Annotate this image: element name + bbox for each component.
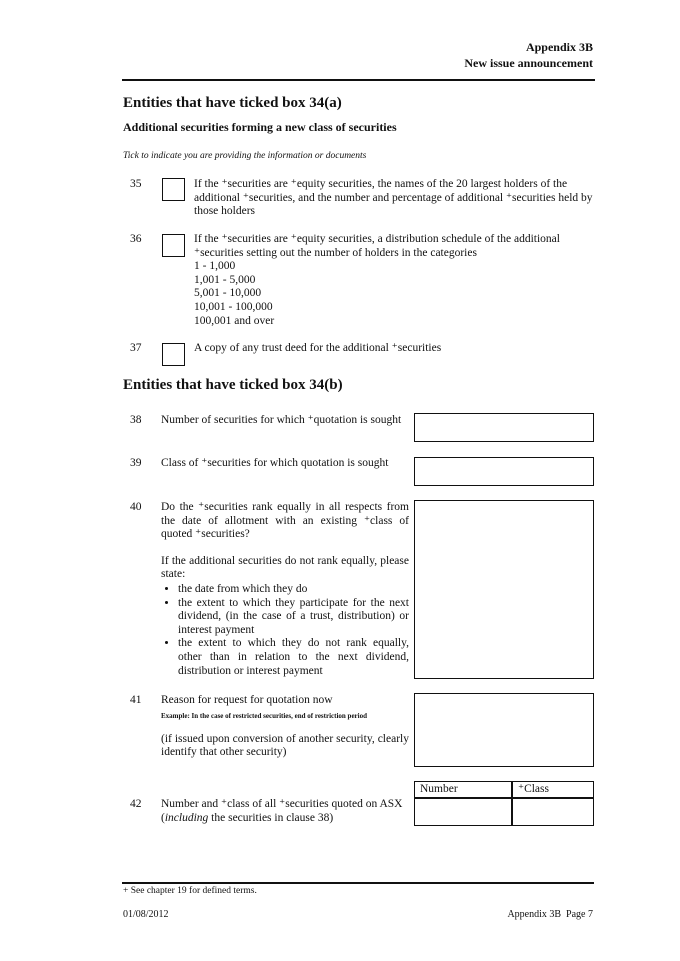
item-35-text bbox=[194, 178, 593, 219]
q39-input[interactable] bbox=[414, 457, 594, 486]
tick-instruction: Tick to indicate you are providing the information or documents bbox=[123, 151, 367, 161]
q39-label: Class of ⁺securities for which quotation is sought bbox=[161, 457, 389, 469]
item-number: 42 bbox=[130, 798, 142, 810]
q41-example: Example: In the case of restricted securities, end of restriction period bbox=[161, 711, 368, 720]
q40-bullets bbox=[161, 583, 409, 678]
category-line: 10,001 - 100,000 bbox=[194, 300, 273, 313]
footer-note: + See chapter 19 for defined terms. bbox=[123, 886, 257, 896]
item-number: 40 bbox=[130, 501, 142, 513]
bullet-item: • the date from which they do bbox=[178, 583, 409, 597]
category-line: 5,001 - 10,000 bbox=[194, 287, 262, 300]
text-line: If the ⁺securities are ⁺equity securities, the names of the 20 largest holders of the bbox=[194, 178, 568, 190]
col-header-class: ⁺Class bbox=[518, 783, 549, 795]
section-a-subtitle: Additional securities forming a new class of securities bbox=[123, 120, 397, 134]
item-number: 39 bbox=[130, 457, 142, 469]
q40-text bbox=[161, 501, 409, 678]
text-line: those holders bbox=[194, 205, 256, 218]
checkbox-36[interactable] bbox=[162, 234, 185, 257]
category-line: 100,001 and over bbox=[194, 314, 275, 327]
footer-rule bbox=[122, 882, 594, 884]
q42-subtext-rest: the securities in clause 38) bbox=[208, 811, 334, 824]
item-number: 41 bbox=[130, 694, 142, 706]
emphasis: including bbox=[164, 811, 209, 824]
q40-question: Do the ⁺securities rank equally in all respects from the date of allotment with an existing ⁺class of quoted ⁺securities? bbox=[161, 501, 409, 541]
section-a-title: Entities that have ticked box 34(a) bbox=[123, 95, 342, 111]
q42-subtext bbox=[161, 812, 409, 826]
q38-label: Number of securities for which ⁺quotation is sought bbox=[161, 414, 402, 426]
q38-input[interactable] bbox=[414, 413, 594, 442]
text-line: additional ⁺securities, and the number and percentage of additional ⁺securities held by bbox=[194, 191, 593, 204]
checkbox-35[interactable] bbox=[162, 178, 185, 201]
number-input[interactable] bbox=[415, 799, 511, 825]
header-subtitle: New issue announcement bbox=[464, 56, 593, 70]
item-number: 38 bbox=[130, 414, 142, 426]
header-title: Appendix 3B bbox=[525, 40, 593, 54]
q40-input[interactable] bbox=[414, 500, 594, 679]
category-line: 1,001 - 5,000 bbox=[194, 273, 256, 286]
text-line: If the ⁺securities are ⁺equity securities, a distribution schedule of the additional bbox=[194, 233, 560, 245]
bullet-item: • the extent to which they do not rank equally, other than in relation to the next dividend, distribution or interest payment bbox=[178, 637, 409, 678]
footer-page: Appendix 3B Page 7 bbox=[507, 909, 593, 920]
item-number: 35 bbox=[130, 178, 142, 190]
q41-input[interactable] bbox=[414, 693, 594, 767]
header-rule bbox=[122, 79, 595, 81]
paren: ( bbox=[161, 811, 165, 824]
section-b-title: Entities that have ticked box 34(b) bbox=[123, 377, 343, 393]
q41-note: (if issued upon conversion of another security, clearly identify that other security) bbox=[161, 732, 409, 759]
q40-instruction: If the additional securities do not rank equally, please state: bbox=[161, 554, 409, 581]
bullet-item: • the extent to which they participate for the next dividend, (in the case of a trust, distribution) or interest payment bbox=[178, 597, 409, 638]
q42-question: Number and ⁺class of all ⁺securities quoted on ASX bbox=[161, 798, 403, 810]
text-line: ⁺securities setting out the number of holders in the categories bbox=[194, 246, 477, 259]
class-input[interactable] bbox=[513, 799, 593, 825]
q42-text bbox=[161, 798, 409, 825]
item-36-text bbox=[194, 233, 560, 328]
item-number: 37 bbox=[130, 342, 142, 354]
footer-date: 01/08/2012 bbox=[123, 909, 169, 920]
checkbox-37[interactable] bbox=[162, 343, 185, 366]
item-number: 36 bbox=[130, 233, 142, 245]
category-line: 1 - 1,000 bbox=[194, 260, 236, 273]
q42-table bbox=[414, 781, 594, 826]
col-header-number: Number bbox=[420, 783, 458, 795]
q41-text bbox=[161, 694, 409, 760]
item-37-text: A copy of any trust deed for the additional ⁺securities bbox=[194, 342, 442, 354]
q41-question: Reason for request for quotation now bbox=[161, 694, 333, 706]
